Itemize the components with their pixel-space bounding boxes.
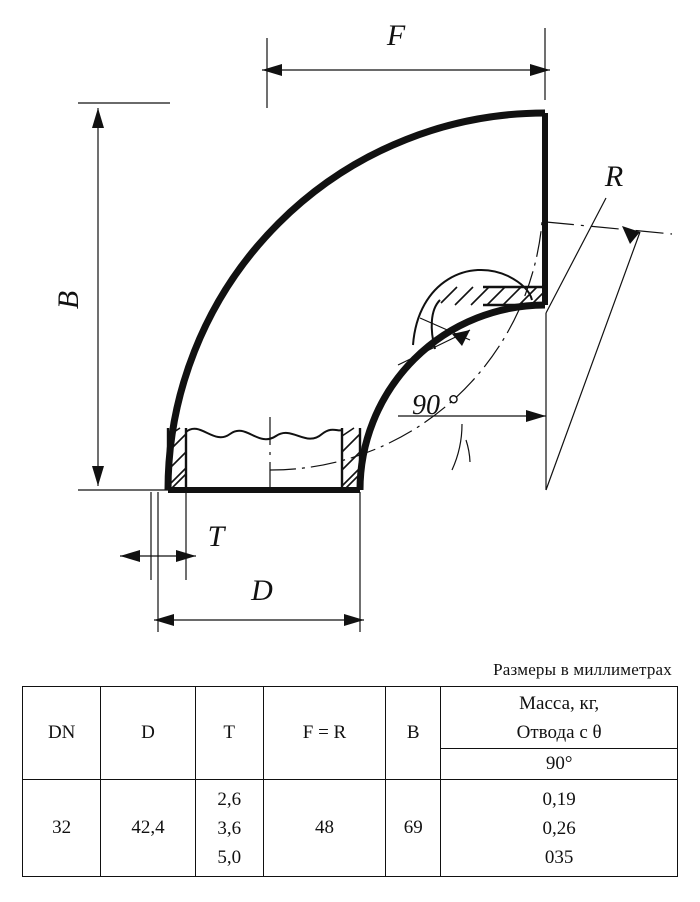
cell-mass-1: 0,19 <box>542 788 576 810</box>
dimension-label-B: B <box>52 290 85 310</box>
dimension-label-F: F <box>386 19 406 52</box>
header-mass-group <box>441 687 678 780</box>
cell-mass-3: 035 <box>544 846 574 868</box>
cell-dn: 32 <box>23 780 101 877</box>
units-note: Размеры в миллиметрах <box>493 660 672 679</box>
dimension-label-D: D <box>251 574 273 607</box>
table-row <box>23 780 678 877</box>
dimensions-table <box>22 686 678 877</box>
header-b: B <box>386 687 441 780</box>
cell-t-2: 3,6 <box>217 817 242 839</box>
header-mass-line1: Масса, кг, <box>519 692 600 714</box>
cell-d: 42,4 <box>101 780 195 877</box>
header-mass-angle: 90° <box>545 752 573 774</box>
cell-t-1: 2,6 <box>217 788 242 810</box>
header-f-r: F = R <box>263 687 385 780</box>
cell-mass-2: 0,26 <box>542 817 576 839</box>
table-header-row <box>23 687 678 780</box>
cell-b: 69 <box>386 780 441 877</box>
header-dn: DN <box>23 687 101 780</box>
cell-t <box>195 780 263 877</box>
cell-mass <box>441 780 678 877</box>
header-t: T <box>195 687 263 780</box>
dimension-label-T: T <box>207 520 225 553</box>
cell-t-3: 5,0 <box>217 846 242 868</box>
cell-f-r: 48 <box>263 780 385 877</box>
angle-label-90: 90 ° <box>412 390 459 421</box>
dimension-label-R: R <box>604 160 624 193</box>
header-mass-line2: Отвода с θ <box>516 721 602 743</box>
header-d: D <box>101 687 195 780</box>
